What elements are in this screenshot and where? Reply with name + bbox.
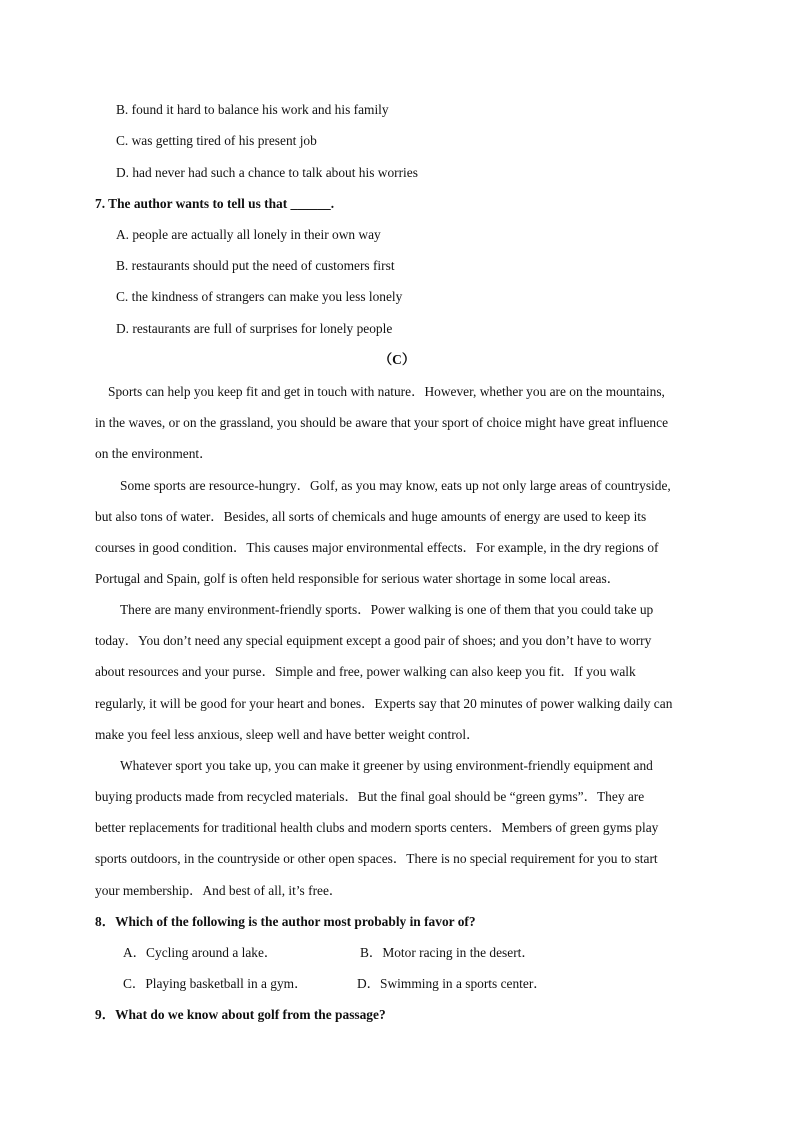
q6-option-c: C. was getting tired of his present job: [116, 133, 317, 148]
q6-option-d: D. had never had such a chance to talk about his worries: [116, 165, 418, 180]
q6-option-b: B. found it hard to balance his work and his family: [116, 102, 389, 117]
q8-option-a: A．Cycling around a lake．: [123, 945, 278, 960]
p3-line-3: about resources and your purse．Simple and free, power walking can also keep you fit．If you walk: [95, 664, 636, 679]
q8-option-b: B．Motor racing in the desert．: [360, 945, 535, 960]
p4-line-4: sports outdoors, in the countryside or other open spaces．There is no special requirement for you to start: [95, 851, 658, 866]
q8-question: 8．Which of the following is the author most probably in favor of?: [95, 914, 476, 929]
p4-line-5: your membership．And best of all, it’s free．: [95, 883, 343, 898]
q8-option-d: D．Swimming in a sports center．: [357, 976, 547, 991]
p4-line-1: Whatever sport you take up, you can make it greener by using environment-friendly equipment and: [120, 758, 653, 773]
q7-option-b: B. restaurants should put the need of customers first: [116, 258, 395, 273]
p4-line-3: better replacements for traditional health clubs and modern sports centers．Members of green gyms play: [95, 820, 659, 835]
p1-line-3: on the environment．: [95, 446, 213, 461]
p2-line-1: Some sports are resource-hungry．Golf, as you may know, eats up not only large areas of countryside,: [120, 478, 671, 493]
p3-line-4: regularly, it will be good for your heart and bones．Experts say that 20 minutes of power walking daily can: [95, 696, 673, 711]
p1-line-2: in the waves, or on the grassland, you should be aware that your sport of choice might have great influence: [95, 415, 669, 430]
p4-line-2: buying products made from recycled materials．But the final goal should be “green gyms”．They are: [95, 789, 645, 804]
p2-line-4: Portugal and Spain, golf is often held responsible for serious water shortage in some local areas．: [95, 571, 621, 586]
q7-option-d: D. restaurants are full of surprises for lonely people: [116, 321, 393, 336]
p3-line-1: There are many environment-friendly sports．Power walking is one of them that you could take up: [120, 602, 654, 617]
p2-line-3: courses in good condition．This causes major environmental effects．For example, in the dry regions of: [95, 540, 659, 555]
p2-line-2: but also tons of water．Besides, all sorts of chemicals and huge amounts of energy are used to keep its: [95, 509, 647, 524]
q7-option-c: C. the kindness of strangers can make you less lonely: [116, 289, 403, 304]
q9-question: 9．What do we know about golf from the passage?: [95, 1007, 386, 1022]
p3-line-2: today．You don’t need any special equipment except a good pair of shoes; and you don’t have to worry: [95, 633, 652, 648]
p1-line-1: Sports can help you keep fit and get in touch with nature．However, whether you are on the mountains,: [108, 384, 665, 399]
q7-question: 7. The author wants to tell us that ______.: [95, 196, 335, 211]
section-c-heading: （C）: [378, 352, 416, 367]
p3-line-5: make you feel less anxious, sleep well and have better weight control．: [95, 727, 480, 742]
q8-option-c: C．Playing basketball in a gym．: [123, 976, 308, 991]
q7-option-a: A. people are actually all lonely in their own way: [116, 227, 381, 242]
